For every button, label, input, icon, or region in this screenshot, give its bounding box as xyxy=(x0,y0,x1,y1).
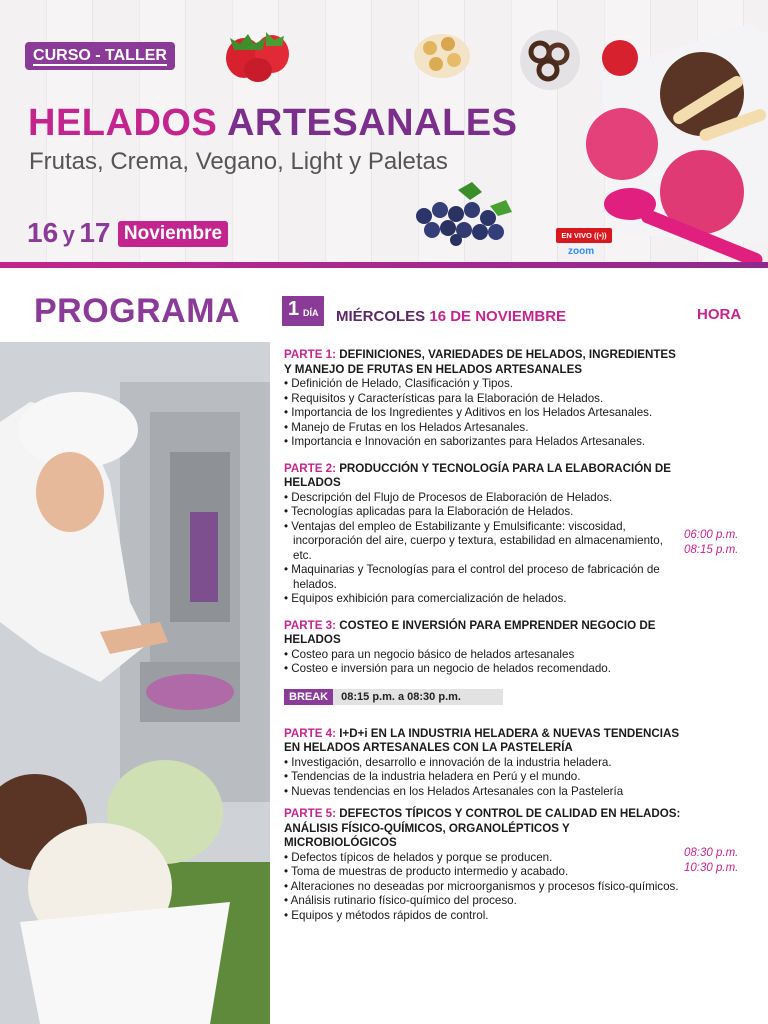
list-item: • Alteraciones no deseadas por microorganismos y procesos físico-químicos. xyxy=(284,880,684,895)
list-item: • Toma de muestras de producto intermedio y acabado. xyxy=(284,865,684,880)
time-block-1 xyxy=(684,528,738,557)
list-item: • Análisis rutinario físico-químico del proceso. xyxy=(284,894,684,909)
list-item: • Investigación, desarrollo e innovación de la industria heladera. xyxy=(284,756,684,771)
date-joiner: y xyxy=(62,222,75,247)
day-weekday: MIÉRCOLES xyxy=(336,308,426,325)
part-1-heading xyxy=(284,348,684,377)
time-end: 10:30 p.m. xyxy=(684,861,739,874)
list-item: • Tendencias de la industria heladera en Perú y el mundo. xyxy=(284,770,684,785)
event-dates xyxy=(27,217,228,249)
part-1-list xyxy=(284,377,684,450)
program-part-4 xyxy=(284,727,684,800)
strawberries-image xyxy=(210,18,300,84)
part-5-title: DEFECTOS TÍPICOS Y CONTROL DE CALIDAD EN HELADOS: ANÁLISIS FÍSICO-QUÍMICOS, ORGANOLÉPTICOS Y MICROBIOLÓGICOS xyxy=(284,807,681,849)
part-3-heading xyxy=(284,619,684,648)
part-4-list xyxy=(284,756,684,800)
list-item: • Costeo para un negocio básico de helados artesanales xyxy=(284,648,684,663)
chocolate-pretzels-image xyxy=(518,28,582,92)
list-item: • Nuevas tendencias en los Helados Artesanales con la Pastelería xyxy=(284,785,684,800)
part-1-title: DEFINICIONES, VARIEDADES DE HELADOS, INGREDIENTES Y MANEJO DE FRUTAS EN HELADOS ARTESANALES xyxy=(284,348,676,376)
list-item: • Costeo e inversión para un negocio de helados recomendado. xyxy=(284,662,684,677)
break-label: BREAK xyxy=(284,689,333,705)
program-heading: PROGRAMA xyxy=(34,292,241,330)
list-item: • Equipos y métodos rápidos de control. xyxy=(284,909,684,924)
ice-cream-plate-image xyxy=(580,14,768,264)
part-4-title: I+D+i EN LA INDUSTRIA HELADERA & NUEVAS TENDENCIAS EN HELADOS ARTESANALES CON LA PASTELERÍA xyxy=(284,726,680,754)
part-5-heading xyxy=(284,807,684,851)
time-start: 06:00 p.m. xyxy=(684,529,739,541)
cereal-image xyxy=(412,30,472,80)
date-day-2: 17 xyxy=(79,217,111,248)
date-day-1: 16 xyxy=(27,217,59,248)
time-end: 08:15 p.m. xyxy=(684,543,739,556)
time-start: 08:30 p.m. xyxy=(684,847,739,859)
list-item: • Equipos exhibición para comercialización de helados. xyxy=(284,592,684,607)
list-item: • Ventajas del empleo de Estabilizante y Emulsificante: viscosidad, incorporación del aire, cuerpo y textura, estabilidad en almacenamiento, etc. xyxy=(284,520,684,564)
list-item: • Tecnologías aplicadas para la Elaboración de Helados. xyxy=(284,505,684,520)
part-2-list xyxy=(284,491,684,607)
program-part-5 xyxy=(284,807,684,923)
program-part-3 xyxy=(284,619,684,677)
list-item: • Definición de Helado, Clasificación y Tipos. xyxy=(284,377,684,392)
part-5-label: PARTE 5: xyxy=(284,807,336,820)
program-part-1 xyxy=(284,348,684,450)
header-divider xyxy=(0,262,768,268)
break-bar xyxy=(284,689,684,705)
page-title xyxy=(28,102,517,145)
title-part-1: HELADOS xyxy=(28,102,218,144)
platform-logo: zoom xyxy=(568,246,595,257)
part-2-heading xyxy=(284,462,684,491)
part-3-title: COSTEO E INVERSIÓN PARA EMPRENDER NEGOCIO DE HELADOS xyxy=(284,618,656,646)
course-type-label: CURSO - TALLER xyxy=(33,47,167,64)
course-type-badge xyxy=(25,42,175,70)
day-badge xyxy=(282,296,324,326)
blueberries-image xyxy=(410,180,518,246)
page-subtitle: Frutas, Crema, Vegano, Light y Paletas xyxy=(29,148,448,175)
list-item: • Descripción del Flujo de Procesos de Elaboración de Helados. xyxy=(284,491,684,506)
date-month: Noviembre xyxy=(118,221,228,247)
day-date: 16 DE NOVIEMBRE xyxy=(429,308,567,325)
list-item: • Maquinarias y Tecnologías para el control del proceso de fabricación de helados. xyxy=(284,563,684,592)
break-time: 08:15 p.m. a 08:30 p.m. xyxy=(333,689,503,705)
part-2-title: PRODUCCIÓN Y TECNOLOGÍA PARA LA ELABORACIÓN DE HELADOS xyxy=(284,461,671,489)
part-3-list xyxy=(284,648,684,677)
list-item: • Manejo de Frutas en los Helados Artesanales. xyxy=(284,421,684,436)
program-part-2 xyxy=(284,462,684,607)
title-part-2: ARTESANALES xyxy=(226,102,518,144)
day-heading xyxy=(336,308,566,325)
part-4-heading xyxy=(284,727,684,756)
part-2-label: PARTE 2: xyxy=(284,461,336,475)
day-number: 1 xyxy=(288,298,300,320)
list-item: • Requisitos y Características para la Elaboración de Helados. xyxy=(284,392,684,407)
chef-photo xyxy=(0,342,270,1024)
live-label: EN VIVO xyxy=(561,231,592,240)
part-4-label: PARTE 4: xyxy=(284,726,336,740)
time-block-2 xyxy=(684,846,738,875)
list-item: • Importancia de los Ingredientes y Aditivos en los Helados Artesanales. xyxy=(284,406,684,421)
part-1-label: PARTE 1: xyxy=(284,348,336,361)
live-badge xyxy=(556,228,612,243)
list-item: • Defectos típicos de helados y porque se producen. xyxy=(284,851,684,866)
part-3-label: PARTE 3: xyxy=(284,618,336,632)
time-column-header: HORA xyxy=(697,306,742,323)
part-5-list xyxy=(284,851,684,924)
program-content xyxy=(284,348,684,935)
day-word: DÍA xyxy=(303,308,319,318)
broadcast-icon: ((•)) xyxy=(593,231,607,240)
list-item: • Importancia e Innovación en saborizantes para Helados Artesanales. xyxy=(284,435,684,450)
